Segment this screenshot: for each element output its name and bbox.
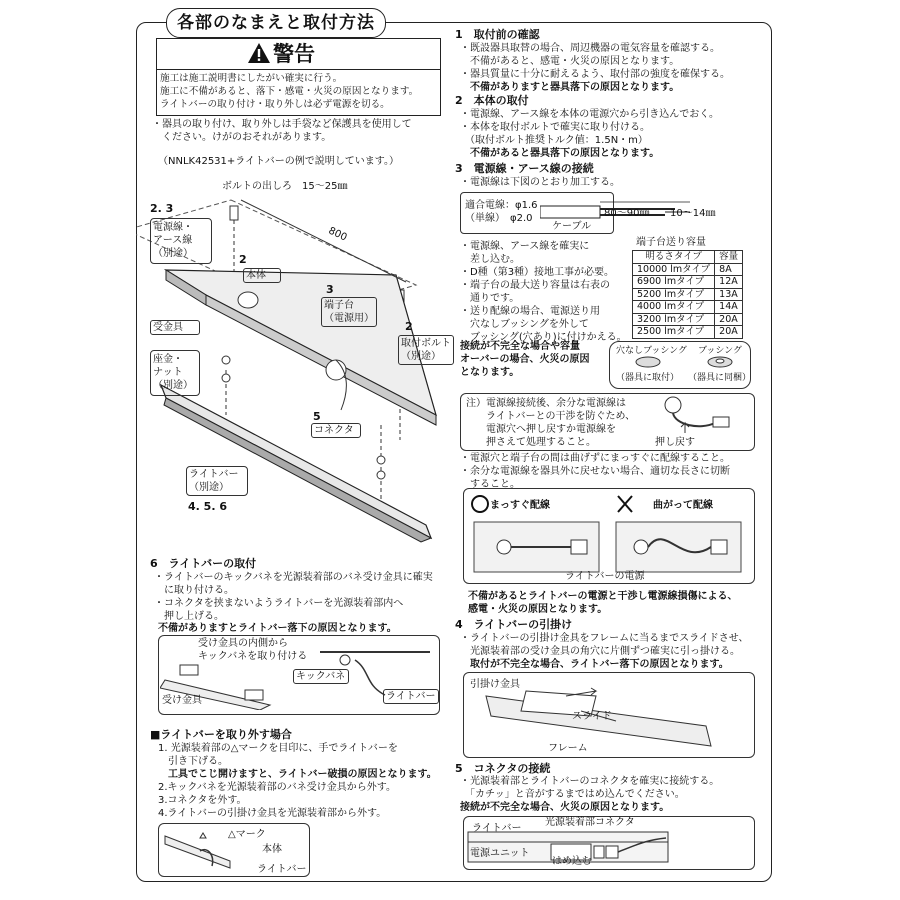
section6-heading: 6 ライトバーの取付 bbox=[150, 557, 257, 570]
step-label-23: 2. 3 bbox=[150, 202, 174, 215]
capacity-table bbox=[632, 250, 743, 339]
bushing-none-note: （器具に取付） bbox=[616, 373, 680, 383]
section2-warning: 不備があると器具落下の原因となります。 bbox=[460, 148, 660, 159]
lightbar-callout: ライトバー （別途） bbox=[186, 466, 248, 496]
strip-length-1: 80〜90㎜ bbox=[604, 208, 650, 219]
hook-label: 引掛け金具 bbox=[470, 679, 520, 690]
step-label-456: 4. 5. 6 bbox=[188, 500, 227, 513]
cross-ng-icon bbox=[618, 496, 632, 512]
removal-lightbar-label: ライトバー bbox=[257, 864, 307, 875]
triangle-mark-label: △マーク bbox=[228, 829, 266, 840]
kick-spring-instruction: 受け金具の内側から キックバネを取り付ける bbox=[198, 638, 308, 662]
bolt-step-number: 2 bbox=[405, 320, 413, 333]
section3-warning2: 不備があるとライトバーの電源と干渉し電源線損傷による、 感電・火災の原因となります。 bbox=[468, 591, 738, 615]
section3-text2: ・電源穴と端子台の間は曲げずにまっすぐに配線すること。 ・余分な電源線を器具外に戻せない場合、適切な長さに切断 すること。 bbox=[460, 453, 730, 490]
table-cell: 20A bbox=[715, 326, 743, 339]
terminal-block-callout: 端子台 （電源用） bbox=[321, 297, 377, 327]
body-step-number: 2 bbox=[239, 253, 247, 266]
power-wire-callout: 電源線・ アース線 （別途） bbox=[150, 218, 212, 264]
table-cell: 2500 lmタイプ bbox=[633, 326, 715, 339]
frame-label: フレーム bbox=[548, 743, 588, 754]
straight-wiring-label: まっすぐ配線 bbox=[490, 500, 550, 511]
warning-header bbox=[157, 39, 440, 70]
section1-warning: 不備がありますと器具落下の原因となります。 bbox=[460, 82, 680, 93]
lightbar-power-label: ライトバーの電源 bbox=[565, 571, 645, 582]
table-cell: 5200 lmタイプ bbox=[633, 288, 715, 301]
connector-socket-label: 光源装着部コネクタ bbox=[545, 817, 635, 828]
table-cell: 20A bbox=[715, 313, 743, 326]
bushing-none-label: 穴なしブッシング bbox=[616, 346, 687, 356]
kick-spring-callout: キックバネ bbox=[293, 669, 349, 684]
section3-intro: ・電源線は下図のとおり加工する。 bbox=[460, 177, 620, 188]
table-row bbox=[633, 288, 743, 301]
page-title: 各部のなまえと取付方法 bbox=[166, 8, 386, 38]
strip-length-2: 10〜14㎜ bbox=[670, 208, 716, 219]
section5-heading: 5 コネクタの接続 bbox=[455, 762, 551, 775]
bent-wiring-label: 曲がって配線 bbox=[653, 500, 713, 511]
bracket-callout: 受金具 bbox=[150, 320, 200, 335]
kick-bracket-label: 受け金具 bbox=[162, 695, 202, 706]
table-row bbox=[633, 263, 743, 276]
bushing-icons bbox=[630, 355, 740, 369]
connector-callout: コネクタ bbox=[311, 423, 361, 438]
table-cell: 10000 lmタイプ bbox=[633, 263, 715, 276]
table-row bbox=[633, 301, 743, 314]
section6-warning: 不備がありますとライトバー落下の原因となります。 bbox=[158, 623, 397, 634]
table-row bbox=[633, 276, 743, 289]
slide-label: スライド bbox=[572, 711, 612, 722]
warning-heading: 警告 bbox=[273, 42, 315, 66]
section5-text: ・光源装着部とライトバーのコネクタを確実に接続する。 「カチッ」と音がするまではめ込んでください。 bbox=[460, 776, 720, 800]
warning-box bbox=[156, 38, 441, 116]
table-cell: 13A bbox=[715, 288, 743, 301]
removal-steps: 2.キックバネを光源装着部のバネ受け金具から外す。 3.コネクタを外す。 4.ライトバーの引掛け金具を光源装着部から外す。 bbox=[158, 782, 396, 819]
section2-heading: 2 本体の取付 bbox=[455, 94, 529, 107]
connector-lightbar-label: ライトバー bbox=[472, 823, 522, 834]
example-note: （NNLK42531+ライトバーの例で説明しています。） bbox=[158, 156, 399, 167]
power-unit-label: 電源ユニット bbox=[470, 848, 530, 859]
section5-warning: 接続が不完全な場合、火災の原因となります。 bbox=[460, 802, 670, 813]
removal-body-label: 本体 bbox=[262, 844, 282, 855]
removal-heading: ■ライトバーを取り外す場合 bbox=[150, 728, 292, 741]
cable-label: ケーブル bbox=[552, 221, 592, 232]
removal-warning: 工具でこじ開けますと、ライトバー破損の原因となります。 bbox=[158, 769, 437, 780]
section6-text: ・ライトバーのキックバネを光源装着部のバネ受け金具に確実 に取り付ける。 ・コネクタを挟まないようライトバーを光源装着部内へ 押し上げる。 bbox=[154, 572, 433, 622]
bolt-protrusion-label: ボルトの出しろ 15〜25㎜ bbox=[222, 181, 348, 192]
table-cell: 8A bbox=[715, 263, 743, 276]
section4-heading: 4 ライトバーの引掛け bbox=[455, 618, 573, 631]
section3-text: ・電源線、アース線を確実に 差し込む。 ・D種（第3種）接地工事が必要。 ・端子台の最大送り容量は右表の 通りです。 ・送り配線の場合、電源送り用 穴なしブッシングを外して ブッシング(穴あり)に付けかえる。 bbox=[460, 241, 627, 343]
capacity-header-type: 明るさタイプ bbox=[633, 251, 715, 264]
table-row bbox=[633, 313, 743, 326]
wire-note-text: 注）電源線接続後、余分な電源線は ライトバーとの干渉を防ぐため、 電源穴へ押し戻すか電源線を 押さえて処理すること。 bbox=[466, 398, 636, 448]
section3-heading: 3 電源線・アース線の接続 bbox=[455, 162, 594, 175]
section1-heading: 1 取付前の確認 bbox=[455, 28, 540, 41]
insert-label: はめ込む bbox=[552, 856, 592, 867]
table-cell: 4000 lmタイプ bbox=[633, 301, 715, 314]
circle-ok-icon bbox=[472, 496, 488, 512]
capacity-header-amp: 容量 bbox=[715, 251, 743, 264]
terminal-step-number: 3 bbox=[326, 283, 334, 296]
bushing-label: ブッシング bbox=[698, 346, 742, 356]
table-cell: 3200 lmタイプ bbox=[633, 313, 715, 326]
section1-text: ・既設器具取替の場合、周辺機器の電気容量を確認する。 不備があると、感電・火災の原因となります。 ・器具質量に十分に耐えるよう、取付部の強度を確保する。 bbox=[460, 43, 730, 80]
gloves-note: ・器具の取り付け、取り外しは手袋など保護具を使用して ください。けがのおそれがあります。 bbox=[152, 119, 412, 143]
dimension-800: 800 bbox=[326, 225, 349, 244]
section3-warning: 接続が不完全な場合や容量 オーバーの場合、火災の原因 となります。 bbox=[460, 341, 590, 378]
section4-warning: 取付が不完全な場合、ライトバー落下の原因となります。 bbox=[460, 659, 729, 670]
bushing-note: （器具に同梱） bbox=[688, 373, 752, 383]
table-cell: 14A bbox=[715, 301, 743, 314]
warning-triangle-icon bbox=[247, 42, 271, 64]
push-back-illustration bbox=[655, 395, 745, 440]
connector-step-number: 5 bbox=[313, 410, 321, 423]
kick-lightbar-callout: ライトバー bbox=[383, 689, 439, 704]
table-cell: 12A bbox=[715, 276, 743, 289]
wire-spec-label: 適合電線：φ1.6 （単線） φ2.0 bbox=[465, 200, 538, 224]
washer-nut-callout: 座金・ ナット （別途） bbox=[150, 350, 200, 396]
mount-bolt-callout: 取付ボルト （別途） bbox=[398, 335, 454, 365]
table-cell: 6900 lmタイプ bbox=[633, 276, 715, 289]
section4-text: ・ライトバーの引掛け金具をフレームに当るまでスライドさせ、 光源装着部の受け金具の角穴に片側ずつ確実に引っ掛ける。 bbox=[460, 633, 749, 657]
warning-body: 施工は施工説明書にしたがい確実に行う。 施工に不備があると、落下・感電・火災の原因となります。 ライトバーの取り付け・取り外しは必ず電源を切る。 bbox=[160, 73, 419, 110]
body-callout: 本体 bbox=[243, 268, 281, 283]
capacity-table-title: 端子台送り容量 bbox=[636, 237, 706, 248]
push-back-label: 押し戻す bbox=[655, 437, 695, 448]
table-row bbox=[633, 326, 743, 339]
section2-text: ・電源線、アース線を本体の電源穴から引き込んでおく。 ・本体を取付ボルトで確実に取り付ける。 （取付ボルト推奨トルク値：1.5N・m） bbox=[460, 109, 719, 146]
removal-step1: 1. 光源装着部の△マークを目印に、手でライトバーを 引き下げる。 bbox=[158, 743, 398, 767]
